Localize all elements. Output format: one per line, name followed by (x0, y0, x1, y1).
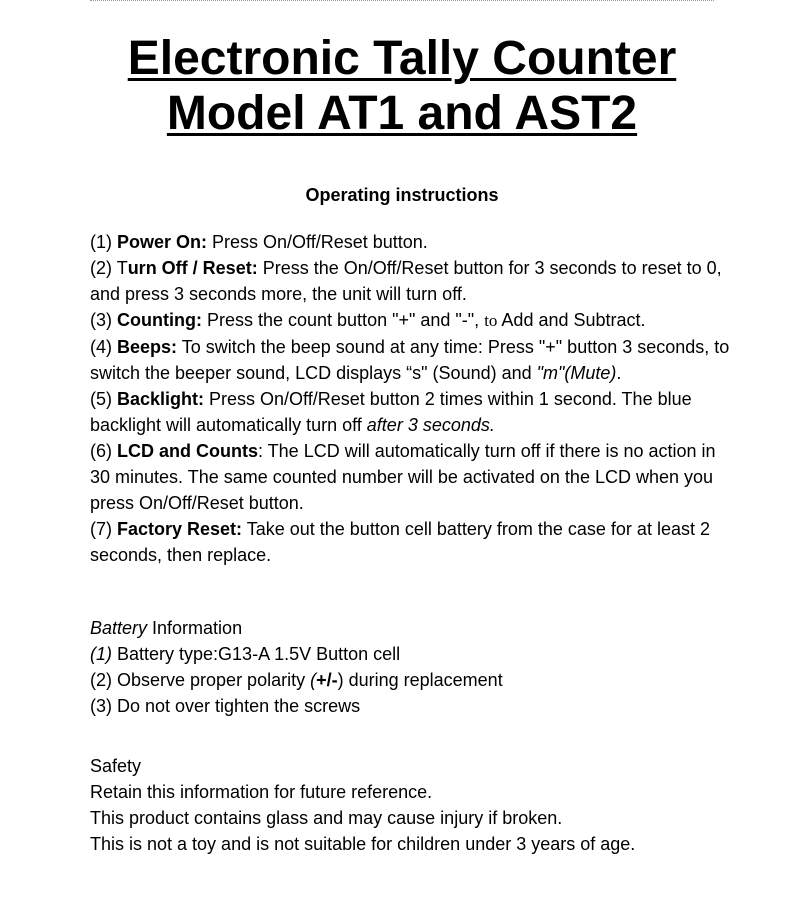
title-line-2: Model AT1 and AST2 (166, 87, 638, 140)
instruction-label: Power On: (117, 232, 208, 252)
instruction-label: Beeps: (117, 337, 178, 357)
battery-information-section (90, 615, 730, 719)
instruction-item-2: (2) Turn Off / Reset: Press the On/Off/Reset button for 3 seconds to reset to 0, and press 3 seconds more, the unit will turn off. (90, 258, 722, 304)
instruction-label: urn Off / Reset: (127, 258, 258, 278)
safety-line-3: This is not a toy and is not suitable for children under 3 years of age. (90, 834, 636, 854)
safety-heading: Safety (90, 756, 142, 776)
title-line-1: Electronic Tally Counter (127, 32, 677, 85)
instruction-label: Backlight: (117, 389, 205, 409)
instruction-label: Factory Reset: (117, 519, 243, 539)
instruction-item-4: (4) Beeps: To switch the beep sound at any time: Press "+" button 3 seconds, to switch the beeper sound, LCD displays “s" (Sound) and "m"(Mute). (90, 337, 730, 383)
safety-line-2: This product contains glass and may cause injury if broken. (90, 808, 563, 828)
safety-section (90, 753, 730, 857)
instruction-item-1: (1) Power On: Press On/Off/Reset button. (90, 232, 428, 252)
battery-item-2: (2) Observe proper polarity (+/-) during replacement (90, 670, 503, 690)
battery-item-1: (1) Battery type:G13-A 1.5V Button cell (90, 644, 401, 664)
battery-heading: Battery Information (90, 618, 243, 638)
instruction-item-7: (7) Factory Reset: Take out the button cell battery from the case for at least 2 seconds, then replace. (90, 519, 710, 565)
instruction-label: LCD and Counts (117, 441, 258, 461)
safety-line-1: Retain this information for future reference. (90, 782, 433, 802)
battery-item-3: (3) Do not over tighten the screws (90, 696, 361, 716)
section-heading-operating-instructions: Operating instructions (305, 185, 499, 205)
instruction-item-6: (6) LCD and Counts: The LCD will automatically turn off if there is no action in 30 minutes. The same counted number will be activated on the LCD when you press On/Off/Reset button. (90, 441, 716, 513)
instructions-list (90, 229, 730, 568)
instruction-item-3: (3) Counting: Press the count button "+" and "-", to Add and Subtract. (90, 310, 646, 330)
instruction-item-5: (5) Backlight: Press On/Off/Reset button 2 times within 1 second. The blue backlight will automatically turn off after 3 seconds. (90, 389, 692, 435)
instruction-label: Counting: (117, 310, 202, 330)
page-top-border (90, 0, 714, 1)
document-title (90, 31, 714, 141)
